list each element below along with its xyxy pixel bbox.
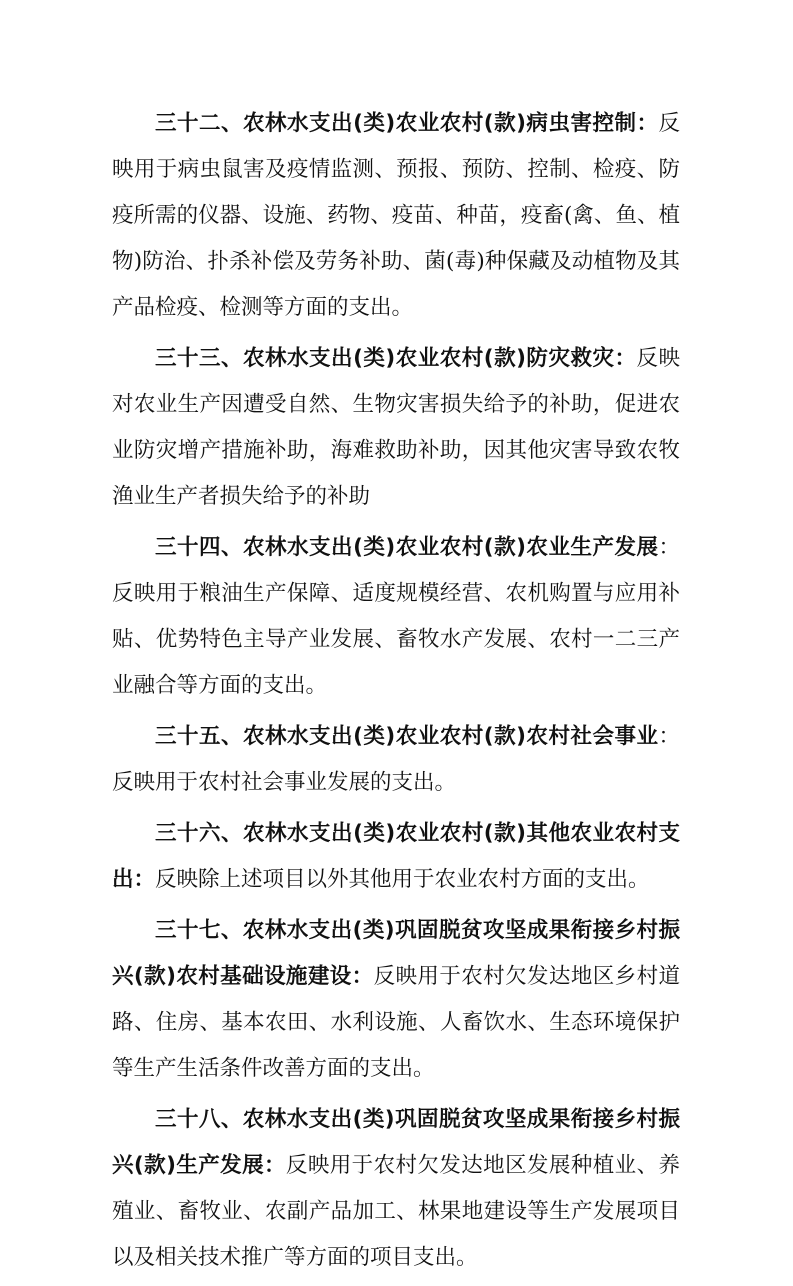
paragraph-heading: 三十六、农林水支出(类)农业农村(款)其他农业农村支出： xyxy=(112,821,680,892)
paragraph-heading: 三十五、农林水支出(类)农业农村(款)农村社会事业 xyxy=(155,724,659,749)
paragraph-35 xyxy=(112,714,680,806)
paragraph-text: 反映对农业生产因遭受自然、生物灾害损失给予的补助，促进农业防灾增产措施补助，海难救助补助，因其他灾害导致农牧渔业生产者损失给予的补助 xyxy=(112,346,680,509)
paragraph-heading: 三十七、农林水支出(类)巩固脱贫攻坚成果衔接乡村振兴(款)农村基础设施建设： xyxy=(112,918,680,989)
document-body xyxy=(112,101,680,1286)
paragraph-heading: 三十二、农林水支出(类)农业农村(款)病虫害控制： xyxy=(155,111,659,136)
paragraph-heading: 三十八、农林水支出(类)巩固脱贫攻坚成果衔接乡村振兴(款)生产发展： xyxy=(112,1107,680,1178)
paragraph-32 xyxy=(112,101,680,331)
paragraph-text: ：反映用于农村社会事业发展的支出。 xyxy=(112,724,680,795)
paragraph-33 xyxy=(112,336,680,520)
paragraph-text: 反映用于病虫鼠害及疫情监测、预报、预防、控制、检疫、防疫所需的仪器、设施、药物、疫苗、种苗，疫畜(禽、鱼、植物)防治、扑杀补偿及劳务补助、菌(毒)种保藏及动植物及其产品检疫、检测等方面的支出。 xyxy=(112,111,680,320)
paragraph-text: ：反映用于粮油生产保障、适度规模经营、农机购置与应用补贴、优势特色主导产业发展、畜牧水产发展、农村一二三产业融合等方面的支出。 xyxy=(112,535,680,698)
paragraph-heading: 三十四、农林水支出(类)农业农村(款)农业生产发展 xyxy=(155,535,659,560)
paragraph-heading: 三十三、农林水支出(类)农业农村(款)防灾救灾： xyxy=(155,346,637,371)
paragraph-text: 反映用于农村欠发达地区发展种植业、养殖业、畜牧业、农副产品加工、林果地建设等生产发展项目以及相关技术推广等方面的项目支出。 xyxy=(112,1153,680,1270)
paragraph-text: 反映用于农村欠发达地区乡村道路、住房、基本农田、水利设施、人畜饮水、生态环境保护等生产生活条件改善方面的支出。 xyxy=(112,964,680,1081)
paragraph-34 xyxy=(112,525,680,709)
paragraph-36 xyxy=(112,811,680,903)
paragraph-text: 反映除上述项目以外其他用于农业农村方面的支出。 xyxy=(155,867,650,892)
paragraph-37 xyxy=(112,908,680,1092)
paragraph-38 xyxy=(112,1097,680,1281)
